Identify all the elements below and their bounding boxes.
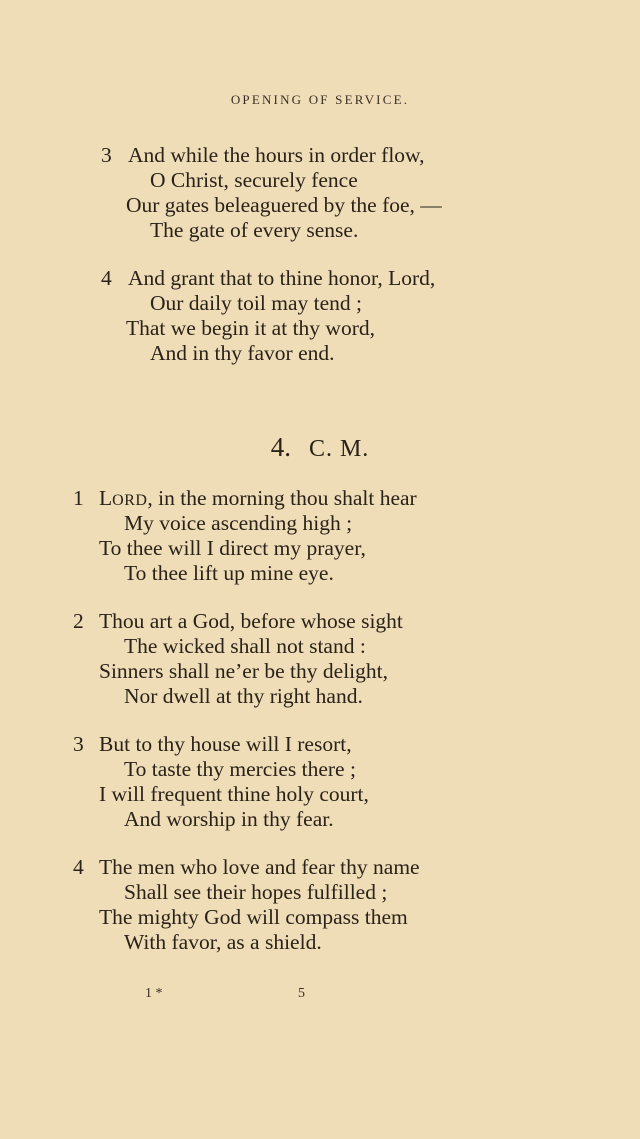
verse-line: I will frequent thine holy court, xyxy=(99,782,369,806)
running-head: OPENING OF SERVICE. xyxy=(230,92,410,107)
first-word-smallcaps: ORD xyxy=(112,492,148,509)
stanza-number: 4 xyxy=(101,266,112,290)
first-line-rest: , in the morning thou shalt hear xyxy=(147,486,417,510)
hymn-number: 4. xyxy=(270,432,291,462)
signature-mark: 1 * xyxy=(145,986,163,1001)
stanza-number: 3 xyxy=(73,732,84,756)
verse-line: That we begin it at thy word, xyxy=(126,316,375,340)
verse-line: Our gates beleaguered by the foe, — xyxy=(126,193,442,217)
verse-line: And worship in thy fear. xyxy=(124,807,334,831)
verse-line: The men who love and fear thy name xyxy=(99,855,420,879)
verse-line: And in thy favor end. xyxy=(150,341,335,365)
stanza-number: 3 xyxy=(101,143,112,167)
verse-line: And while the hours in order flow, xyxy=(128,143,425,167)
hymn-heading xyxy=(0,432,640,463)
stanza-number: 2 xyxy=(73,609,84,633)
verse-line: But to thy house will I resort, xyxy=(99,732,352,756)
verse-line: To thee will I direct my prayer, xyxy=(99,536,366,560)
stanza-number: 1 xyxy=(73,486,84,510)
verse-line: Thou art a God, before whose sight xyxy=(99,609,403,633)
verse-line: To thee lift up mine eye. xyxy=(124,561,334,585)
verse-line: My voice ascending high ; xyxy=(124,511,353,535)
hymn-meter: C. M. xyxy=(308,436,370,462)
verse-line: The gate of every sense. xyxy=(150,218,359,242)
verse-line: Our daily toil may tend ; xyxy=(150,291,362,315)
verse-line: Shall see their hopes fulfilled ; xyxy=(124,880,388,904)
verse-line: The wicked shall not stand : xyxy=(124,634,366,658)
first-word-initial: L xyxy=(99,486,113,510)
stanza-number: 4 xyxy=(73,855,84,879)
verse-line: The mighty God will compass them xyxy=(99,905,408,929)
verse-line: Sinners shall ne’er be thy delight, xyxy=(99,659,388,683)
verse-line: Nor dwell at thy right hand. xyxy=(124,684,363,708)
verse-line: With favor, as a shield. xyxy=(124,930,322,954)
verse-line: O Christ, securely fence xyxy=(150,168,358,192)
page-number: 5 xyxy=(298,986,305,1001)
verse-line: To taste thy mercies there ; xyxy=(124,757,356,781)
verse-line: And grant that to thine honor, Lord, xyxy=(128,266,436,290)
